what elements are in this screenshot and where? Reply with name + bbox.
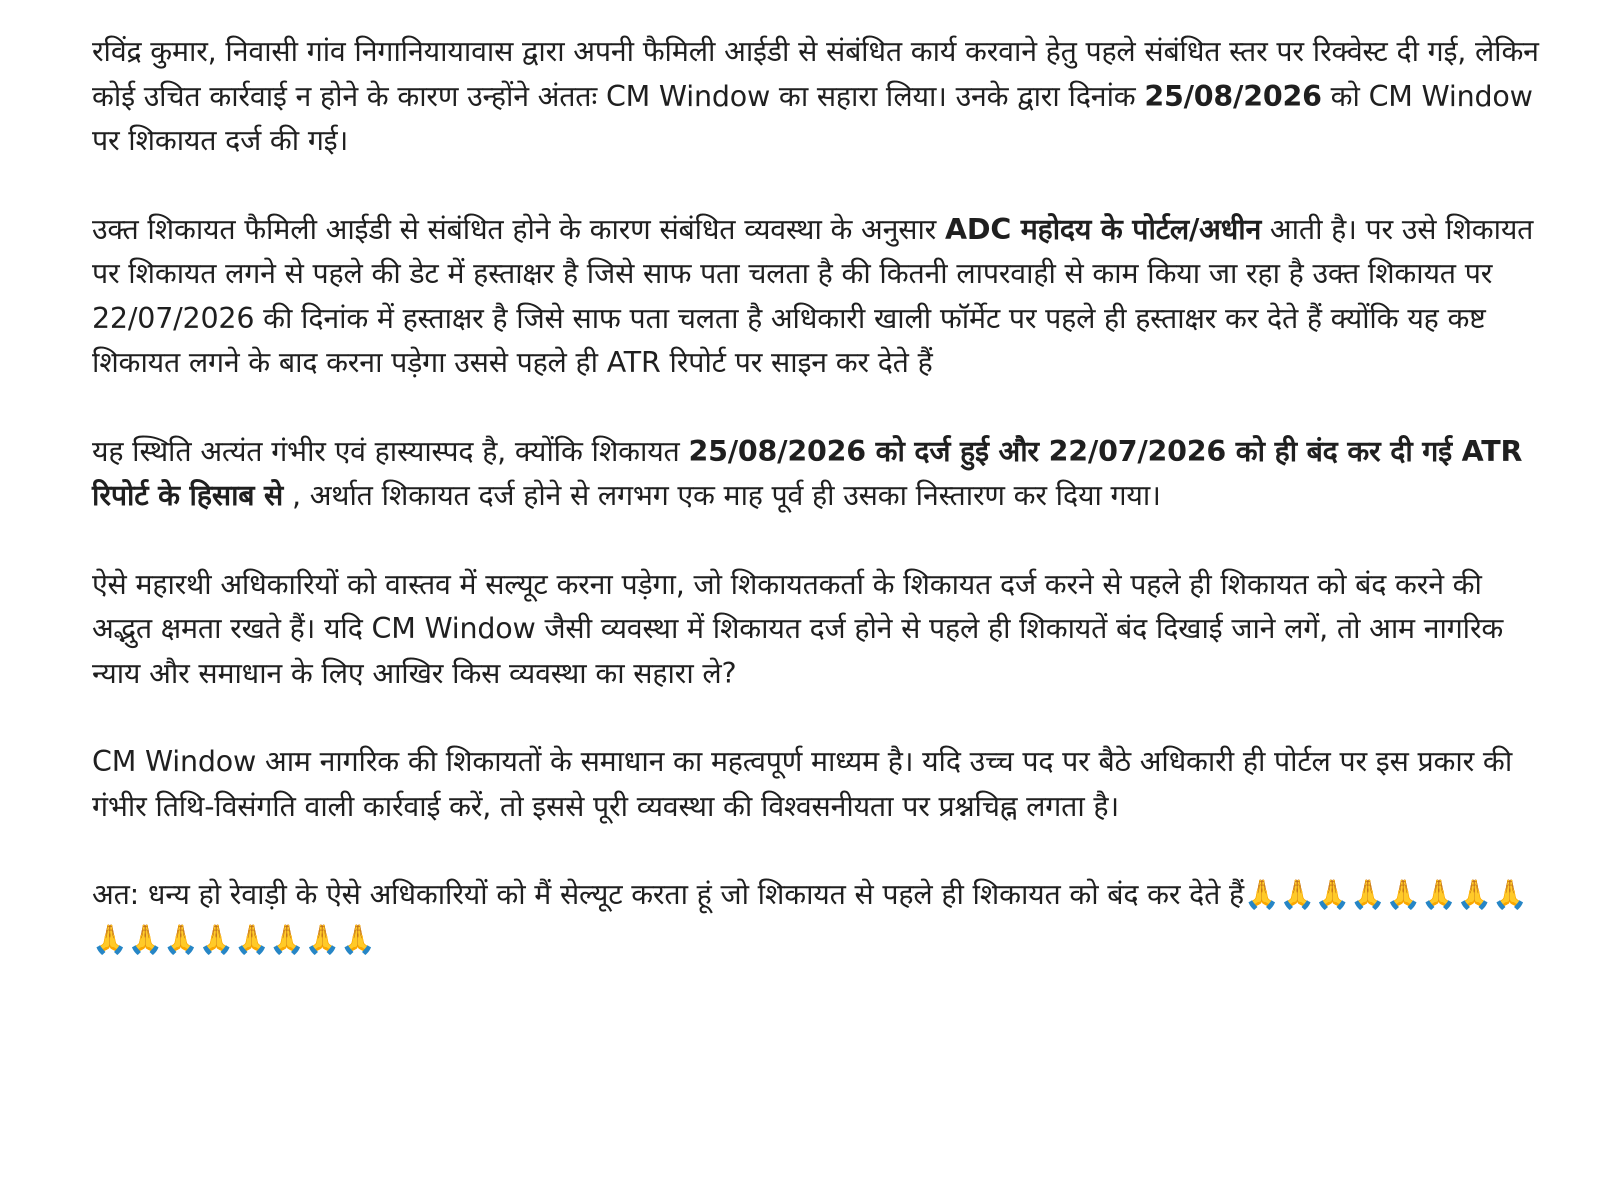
paragraph-3	[92, 430, 1542, 519]
text-segment: अत: धन्य हो रेवाड़ी के ऐसे अधिकारियों को मैं सेल्यूट करता हूं जो शिकायत से पहले ही शिकायत को बंद कर देते हैं	[92, 878, 1244, 911]
text-segment: उक्त शिकायत फैमिली आईडी से संबंधित होने के कारण संबंधित व्यवस्था के अनुसार	[92, 212, 945, 246]
text-segment: ऐसे महारथी अधिकारियों को वास्तव में सल्यूट करना पड़ेगा, जो शिकायतकर्ता के शिकायत दर्ज करने से पहले ही शिकायत को बंद करने की अद्भुत क्षमता रखते हैं। यदि CM Window जैसी व्यवस्था में शिकायत दर्ज होने से पहले ही शिकायतें बंद दिखाई जाने लगें, तो आम नागरिक न्याय और समाधान के लिए आखिर किस व्यवस्था का सहारा ले?	[92, 567, 1504, 690]
paragraph-1	[92, 30, 1542, 164]
document-body	[92, 30, 1542, 1006]
paragraph-2	[92, 208, 1542, 386]
bold-text-segment: 25/08/2026 को दर्ज हुई और 22/07/2026 को ही बंद कर दी गई ATR रिपोर्ट के हिसाब से	[92, 434, 1523, 512]
paragraph-4	[92, 563, 1542, 697]
paragraph-5	[92, 740, 1542, 829]
folded-hands-emoji: 🙏🙏🙏🙏🙏🙏🙏🙏🙏🙏🙏🙏🙏🙏🙏🙏	[92, 878, 1528, 956]
text-segment: को CM Window पर शिकायत दर्ज की गई।	[92, 79, 1533, 157]
text-segment: आती है। पर उसे शिकायत पर शिकायत लगने से पहले की डेट में हस्ताक्षर है जिसे साफ पता चलता है की कितनी लापरवाही से काम किया जा रहा है उक्त शिकायत पर 22/07/2026 की दिनांक में हस्ताक्षर है जिसे साफ पता चलता है अधिकारी खाली फॉर्मेट पर पहले ही हस्ताक्षर कर देते हैं क्योंकि यह कष्ट शिकायत लगने के बाद करना पड़ेगा उससे पहले ही ATR रिपोर्ट पर साइन कर देते हैं	[92, 212, 1534, 379]
text-segment: CM Window आम नागरिक की शिकायतों के समाधान का महत्वपूर्ण माध्यम है। यदि उच्च पद पर बैठे अधिकारी ही पोर्टल पर इस प्रकार की गंभीर तिथि-विसंगति वाली कार्रवाई करें, तो इससे पूरी व्यवस्था की विश्वसनीयता पर प्रश्नचिह्न लगता है।	[92, 745, 1512, 823]
text-segment: रविंद्र कुमार, निवासी गांव निगानियायावास द्वारा अपनी फैमिली आईडी से संबंधित कार्य करवाने हेतु पहले संबंधित स्तर पर रिक्वेस्ट दी गई, लेकिन कोई उचित कार्रवाई न होने के कारण उन्होंने अंततः CM Window का सहारा लिया। उनके द्वारा दिनांक	[92, 35, 1539, 113]
text-segment: , अर्थात शिकायत दर्ज होने से लगभग एक माह पूर्व ही उसका निस्तारण कर दिया गया।	[283, 479, 1161, 512]
bold-text-segment: 25/08/2026	[1144, 79, 1322, 113]
text-segment: यह स्थिति अत्यंत गंभीर एवं हास्यास्पद है, क्योंकि शिकायत	[92, 434, 689, 468]
paragraph-6	[92, 873, 1542, 962]
bold-text-segment: ADC महोदय के पोर्टल/अधीन	[945, 212, 1262, 246]
